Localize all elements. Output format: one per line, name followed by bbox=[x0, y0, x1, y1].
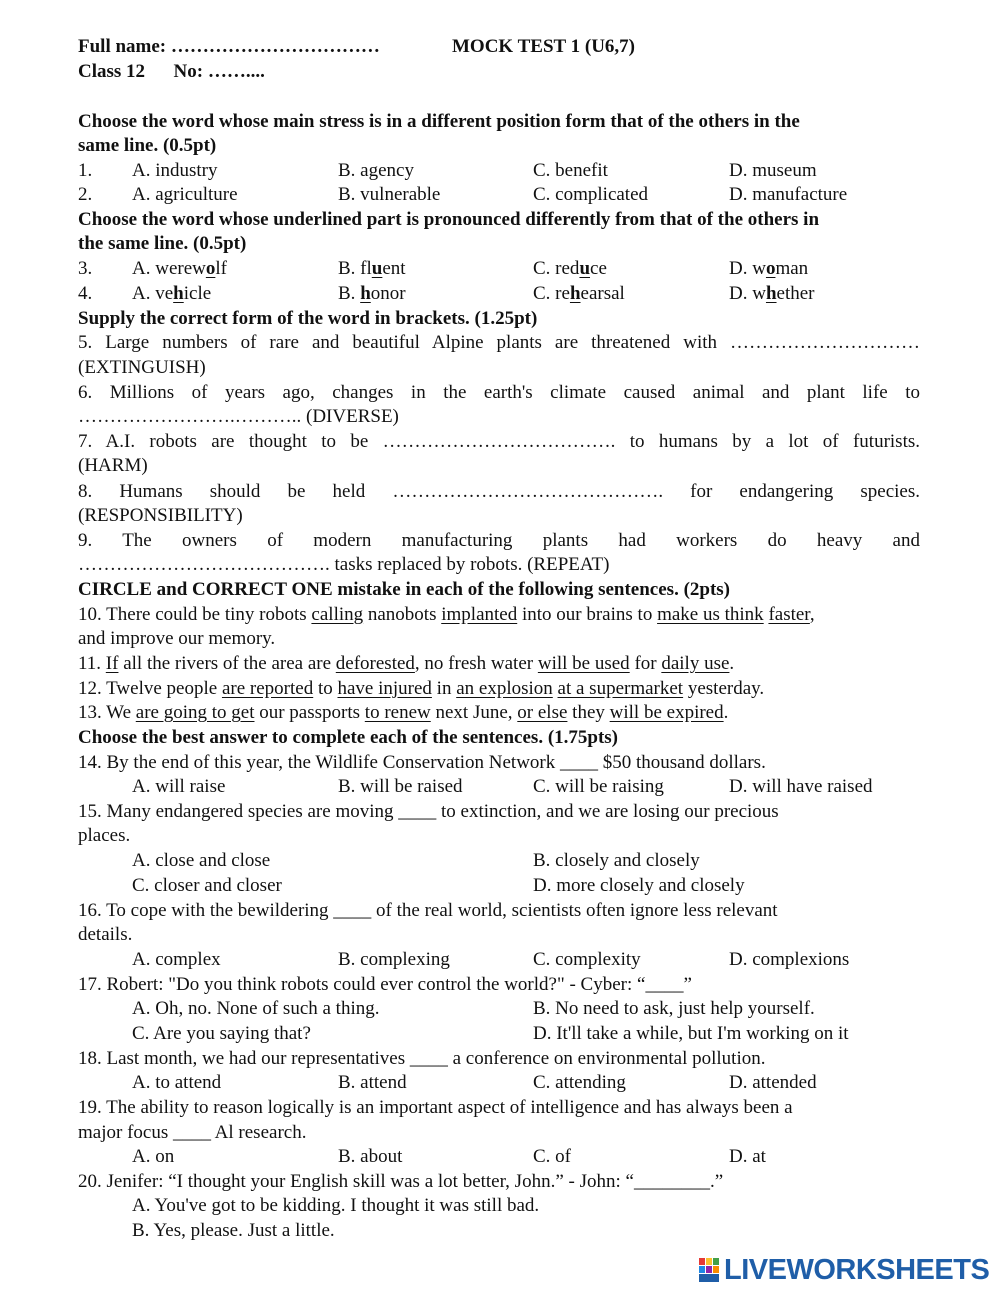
question-stem: 18. Last month, we had our representatives ____ a conference on environmental pollution. bbox=[78, 1048, 766, 1069]
liveworksheets-logo-text: LIVEWORKSHEETS bbox=[724, 1253, 990, 1286]
section1-instruction-line2: same line. (0.5pt) bbox=[78, 135, 217, 156]
question-stem-line1: 15. Many endangered species are moving ____ to extinction, and we are losing our precious bbox=[78, 801, 779, 822]
full-name-line: Full name: …………………………… bbox=[78, 36, 380, 57]
option-b: B. agency bbox=[338, 160, 414, 181]
question-8-line1: 8. Humans should be held ……………………………………. for endangering species. bbox=[78, 481, 920, 502]
section2-instruction-line2: the same line. (0.5pt) bbox=[78, 233, 247, 254]
question-number: 4. bbox=[78, 283, 93, 304]
question-6-line1: 6. Millions of years ago, changes in the earth's climate caused animal and plant life to bbox=[78, 382, 920, 403]
option-c: C. of bbox=[533, 1146, 571, 1167]
question-stem-line2: details. bbox=[78, 924, 133, 945]
option-c: C. benefit bbox=[533, 160, 608, 181]
question-number: 2. bbox=[78, 184, 93, 205]
option-b: B. about bbox=[338, 1146, 403, 1167]
question-stem-line1: 19. The ability to reason logically is an important aspect of intelligence and has always been a bbox=[78, 1097, 793, 1118]
option-d: D. It'll take a while, but I'm working on it bbox=[533, 1023, 849, 1044]
question-number: 3. bbox=[78, 258, 93, 279]
question-number: 1. bbox=[78, 160, 93, 181]
liveworksheets-logo-icon bbox=[698, 1256, 720, 1284]
option-a: A. on bbox=[132, 1146, 175, 1167]
option-d: D. at bbox=[729, 1146, 766, 1167]
option-b: B. closely and closely bbox=[533, 850, 700, 871]
question-7-line2: (HARM) bbox=[78, 455, 148, 476]
option-b: B. vulnerable bbox=[338, 184, 441, 205]
option-b: B. No need to ask, just help yourself. bbox=[533, 998, 815, 1019]
question-stem: 20. Jenifer: “I thought your English skill was a lot better, John.” - John: “________.” bbox=[78, 1171, 724, 1192]
section2-instruction-line1: Choose the word whose underlined part is pronounced differently from that of the others in bbox=[78, 209, 820, 230]
option-a: A. industry bbox=[132, 160, 218, 181]
question-12: 12. Twelve people are reported to have injured in an explosion at a supermarket yesterday. bbox=[78, 678, 765, 699]
test-title: MOCK TEST 1 (U6,7) bbox=[452, 36, 635, 57]
question-11: 11. If all the rivers of the area are deforested, no fresh water will be used for daily use. bbox=[78, 653, 735, 674]
question-10-line1: 10. There could be tiny robots calling nanobots implanted into our brains to make us think faster, bbox=[78, 604, 815, 625]
option-d: D. woman bbox=[729, 258, 809, 279]
option-c: C. complicated bbox=[533, 184, 649, 205]
option-d: D. attended bbox=[729, 1072, 817, 1093]
option-c: C. reduce bbox=[533, 258, 607, 279]
class-number-line: Class 12 No: …….... bbox=[78, 61, 265, 82]
option-d: D. whether bbox=[729, 283, 815, 304]
option-d: D. museum bbox=[729, 160, 817, 181]
option-b: B. will be raised bbox=[338, 776, 463, 797]
question-8-line2: (RESPONSIBILITY) bbox=[78, 505, 243, 526]
question-5-line2: (EXTINGUISH) bbox=[78, 357, 206, 378]
option-b: B. attend bbox=[338, 1072, 407, 1093]
question-9-line2: …………………………………. tasks replaced by robots. (REPEAT) bbox=[78, 554, 610, 575]
option-c: C. complexity bbox=[533, 949, 641, 970]
question-stem-line1: 16. To cope with the bewildering ____ of the real world, scientists often ignore less relevant bbox=[78, 900, 778, 921]
question-13: 13. We are going to get our passports to renew next June, or else they will be expired. bbox=[78, 702, 729, 723]
option-d: D. manufacture bbox=[729, 184, 848, 205]
option-b: B. Yes, please. Just a little. bbox=[132, 1220, 335, 1241]
option-c: C. rehearsal bbox=[533, 283, 625, 304]
option-b: B. complexing bbox=[338, 949, 450, 970]
question-stem-line2: major focus ____ Al research. bbox=[78, 1122, 307, 1143]
option-a: A. close and close bbox=[132, 850, 271, 871]
section3-instruction: Supply the correct form of the word in brackets. (1.25pt) bbox=[78, 308, 538, 329]
liveworksheets-logo[interactable] bbox=[698, 1252, 994, 1288]
question-stem: 17. Robert: "Do you think robots could ever control the world?" - Cyber: “____” bbox=[78, 974, 692, 995]
option-a: A. Oh, no. None of such a thing. bbox=[132, 998, 380, 1019]
option-c: C. will be raising bbox=[533, 776, 664, 797]
option-b: B. honor bbox=[338, 283, 406, 304]
question-7-line1: 7. A.I. robots are thought to be ………………………………. to humans by a lot of futurists. bbox=[78, 431, 920, 452]
question-6-line2: …………………….……….. (DIVERSE) bbox=[78, 406, 399, 427]
section4-instruction: CIRCLE and CORRECT ONE mistake in each of the following sentences. (2pts) bbox=[78, 579, 731, 600]
question-stem: 14. By the end of this year, the Wildlife Conservation Network ____ $50 thousand dollars. bbox=[78, 752, 766, 773]
section5-instruction: Choose the best answer to complete each of the sentences. (1.75pts) bbox=[78, 727, 619, 748]
option-d: D. will have raised bbox=[729, 776, 873, 797]
option-c: C. Are you saying that? bbox=[132, 1023, 311, 1044]
question-stem-line2: places. bbox=[78, 825, 131, 846]
question-9-line1: 9. The owners of modern manufacturing plants had workers do heavy and bbox=[78, 530, 920, 551]
option-a: A. You've got to be kidding. I thought it was still bad. bbox=[132, 1195, 540, 1216]
question-5-line1: 5. Large numbers of rare and beautiful Alpine plants are threatened with ………………………… bbox=[78, 332, 920, 353]
option-a: A. vehicle bbox=[132, 283, 212, 304]
option-d: D. complexions bbox=[729, 949, 850, 970]
option-a: A. complex bbox=[132, 949, 221, 970]
option-a: A. werewolf bbox=[132, 258, 227, 279]
option-a: A. will raise bbox=[132, 776, 226, 797]
question-10-line2: and improve our memory. bbox=[78, 628, 276, 649]
option-c: C. attending bbox=[533, 1072, 626, 1093]
option-c: C. closer and closer bbox=[132, 875, 282, 896]
section1-instruction-line1: Choose the word whose main stress is in a different position form that of the others in the bbox=[78, 111, 800, 132]
option-d: D. more closely and closely bbox=[533, 875, 745, 896]
option-a: A. to attend bbox=[132, 1072, 222, 1093]
option-b: B. fluent bbox=[338, 258, 406, 279]
option-a: A. agriculture bbox=[132, 184, 238, 205]
